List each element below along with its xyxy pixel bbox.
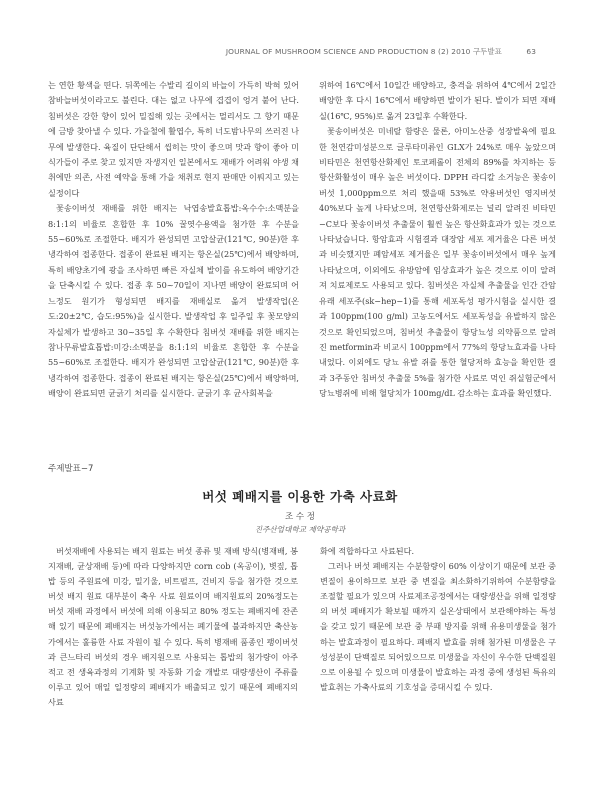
paragraph: 는 연한 황색을 띤다. 뒤쪽에는 수발리 길이의 바늘이 가득히 박혀 있어 참바늘버섯이라고도 불린다. 대는 없고 나무에 겹겹이 엉겨 붙어 난다. 침버섯은 강한 향이 있어 밀집해 있는 곳에서는 멀리서도 그 향기 때문에 금방 찾아낼 수 있다. 가을철에 활엽수, 특히 너도밤나무의 쓰러진 나무에 발생한다. 육질이 단단해서 씹히는 맛이 좋으며 맛과 향이 좋아 미식가들이 주로 찾고 있지만 자생지인 일본에서도 재배가 어려워 야생 채취에만 의존, 사전 예약을 통해 가을 채취로 현지 판매만 이뤄지고 있는 실정이다: [48, 80, 299, 198]
paragraph: 화에 적합하다고 사료된다.: [320, 546, 415, 556]
author-affiliation: 진주산업대학교 제약공학과: [254, 525, 346, 534]
paragraph: 그러나 버섯 폐배지는 수분함량이 60% 이상이기 때문에 보관 중 변질이 용이하므로 보관 중 변질을 최소화하기위하여 수분함량을 조절할 필요가 있으며 사료제조공정에서는 대량생산을 위해 일정량의 버섯 폐배지가 확보될 때까지 실온상태에서 보관해야하는 특성을 갖고 있기 때문에 보관 중 부패 방지를 위해 유용미생물을 첨가하는 발효과정이 필요하다. 폐배지 발효를 위해 첨가된 미생물은 구성성분이 단백질로 되어있으므로 미생물을 자신이 우수한 단백질원으로 이용될 수 있으며 미생물이 발효하는 과정 중에 생성된 특유의 발효취는 가축사료의 기호성을 증대시킬 수 있다.: [320, 561, 556, 692]
paragraph: 꽃송이버섯 재배를 위한 배지는 낙엽송발효톱밥:옥수수:소맥분을 8:1:1의 비율로 혼합한 후 10% 꿀엿수용액을 첨가한 후 수분을 55~60%로 조절한다. 배지가 완성되면 고압살균(121℃, 90분)한 후 냉각하여 접종한다. 접종이 완료된 배지는 항온실(25℃)에서 배양하며, 특히 배양초기에 광을 조사하면 빠른 자실체 발이를 유도하여 배양기간을 단축시킬 수 있다. 접종 후 50~70일이 지나면 배양이 완료되며 어느정도 원기가 형성되면 배지를 재배실로 옮겨 발생작업(온도:20±2℃, 습도:95%)을 실시한다. 발생작업 후 일주일 후 꽃모양의 자실체가 발생하고 30~35일 후 수확한다 침버섯 재배를 위한 배지는 참나무류발효톱밥:미강:소맥분을 8:1:1의 비율로 혼합한 후 수분을 55~60%로 조절한다. 배지가 완성되면 고압살균(121℃, 90분)한 후 냉각하여 접종한다. 접종이 완료된 배지는 항온실(25℃)에서 배양하며, 배양이 완료되면 균긁기 처리를 실시한다. 균긁기 후 균사회복을: [48, 203, 299, 399]
running-header: JOURNAL OF MUSHROOM SCIENCE AND PRODUCTION 8 (2) 2010 구두발표 63: [225, 47, 536, 56]
top-right-column: [319, 78, 556, 402]
top-left-column: [48, 78, 299, 402]
session-label: 주제발표−7: [48, 464, 94, 474]
article-title: 버섯 폐배지를 이용한 가축 사료화: [202, 489, 398, 504]
paragraph: 위하여 16℃에서 10일간 배양하고, 충격을 위하여 4℃에서 2일간 배양한 후 다시 16℃에서 배양하면 발이가 된다. 발이가 되면 재배실(16℃, 95%)로 옮겨 23일후 수확한다.: [319, 80, 556, 121]
bottom-left-column: [48, 544, 298, 710]
author-name: 조 수 정: [284, 512, 316, 522]
paragraph: 버섯재배에 사용되는 배지 원료는 버섯 종류 및 재배 방식(병재배, 봉지재배, 균상재배 등)에 따라 다양하지만 corn cob (옥공이), 볏짚, 톱밥 등의 주원료에 미강, 밀기울, 비트펄프, 건비지 등을 첨가한 것으로 버섯 배지 원료 대부분이 축우 사료 원료이며 배지원료의 20%정도는 버섯 재배 과정에서 버섯에 의해 이용되고 80% 정도는 폐배지에 잔존해 있기 때문에 폐배지는 버섯농가에서는 폐기물에 불과하지만 축산농가에서는 훌륭한 사료 자원이 될 수 있다. 특히 병재배 품종인 팽이버섯과 큰느타리 버섯의 경우 배지원으로 사용되는 톱밥의 첨가량이 아주 적고 전 생육과정의 기계화 및 자동화 기술 개발로 대량생산이 주류를 이루고 있어 매일 일정량의 폐배지가 배출되고 있기 때문에 폐배지의 사료: [48, 546, 298, 707]
bottom-right-column: [320, 544, 556, 695]
paragraph: 꽃송이버섯은 미네랄 함량은 물론, 아미노산중 성장발육에 필요한 천연감미성분으로 글루타미류인 GLX가 24%로 매우 높았으며 비타민은 천연항산화제인 토코페롤이 전체의 89%를 차지하는 등 항산화활성이 매우 높은 버섯이다. DPPH 라디칼 소거능은 꽃송이버섯 1,000ppm으로 처리 했을때 53%로 약용버섯인 영지버섯 40%보다 높게 나타났으며, 천연항산화제로는 널리 알려진 비타민−C보다 꽃송이버섯 추출물이 훨씬 높은 항산화효과가 있는 것으로 나타났습니다. 항암효과 시험결과 대장암 세포 제거율은 다른 버섯과 비슷했지만 폐암세포 제거율은 일부 꽃송이버섯에서 매우 높게 나타났으며, 이외에도 유방암에 임상효과가 높은 것으로 이미 알려져 치료제로도 사용되고 있다. 침버섯은 자실체 추출물을 인간 간암유래 세포주(sk−hep−1)를 통해 세포독성 평가시험을 실시한 결과 100ppm(100 g/ml) 고농도에서도 세포독성을 유발하지 않은 것으로 확인되었으며, 침버섯 추출물이 항당뇨성 의약품으로 알려진 metformin과 비교시 100ppm에서 77%의 항당뇨효과를 나타내었다. 이외에도 당뇨 유발 쥐를 통한 혈당저하 효능을 확인한 결과 3주동안 침버섯 추출물 5%를 첨가한 사료로 먹인 쥐실험군에서 당뇨병쥐에 비해 혈당치가 100mg/dL 감소하는 효과를 확인했다.: [319, 126, 556, 399]
